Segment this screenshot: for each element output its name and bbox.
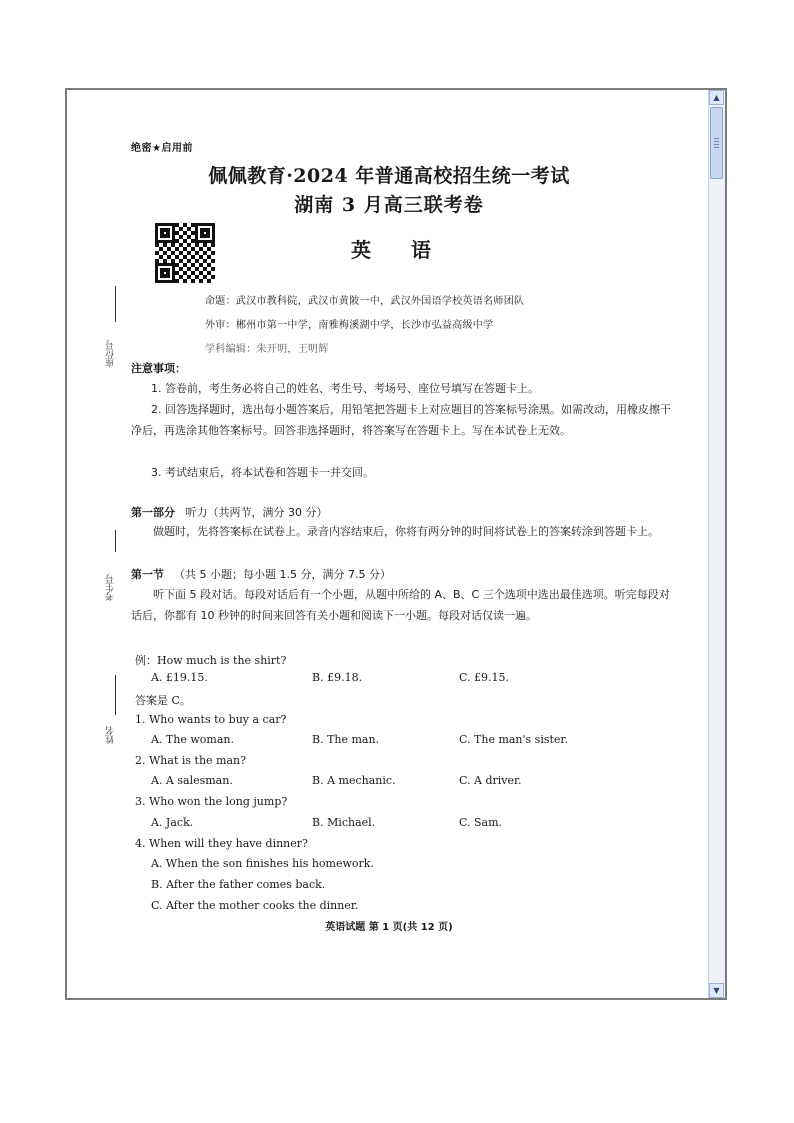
binding-line [115,286,116,322]
part-detail: 听力（共两节，满分 30 分） [185,506,328,519]
document-viewer [65,88,727,1000]
authors-line-3: 学科编辑：朱开明，王明辉 [205,344,329,355]
exam-title: 佩佩教育·2024 年普通高校招生统一考试 [208,165,570,187]
qr-code-icon [155,223,215,283]
scrollbar-thumb[interactable] [710,107,723,179]
subject-title [351,234,471,263]
option-a: A. Jack. [151,816,194,829]
option-a: A. When the son finishes his homework. [151,857,374,870]
option-a: A. £19.15. [151,671,208,684]
part-instruction: 做题时，先将答案标在试卷上。录音内容结束后，你将有两分钟的时间将试卷上的答案转涂到答题卡上。 [153,525,659,538]
confidential-mark: 绝密★启用前 [131,143,193,154]
section-title [131,566,391,582]
option-b: B. The man. [312,733,380,746]
question-2: 2. What is the man? [135,754,246,767]
vertical-scrollbar[interactable] [708,90,725,998]
option-c: C. £9.15. [459,671,510,684]
question-3: 3. Who won the long jump? [135,795,288,808]
page-footer: 英语试题 第 1 页(共 12 页) [325,922,453,933]
part-title [131,504,328,520]
option-a: A. A salesman. [151,774,233,787]
scroll-up-icon[interactable]: ▲ [709,90,724,105]
note-item: 1. 答卷前，考生务必将自己的姓名、考生号、考场号、座位号填写在答题卡上。 [151,382,539,395]
example-answer: 答案是 C。 [135,694,191,707]
name-label: 姓名 [106,726,116,744]
authors-block [205,290,524,362]
section-detail: （共 5 小题；每小题 1.5 分，满分 7.5 分） [174,568,391,581]
exam-number-label: 考生号 [106,574,116,601]
option-a: A. The woman. [151,733,234,746]
exam-subtitle: 湖南 3 月高三联考卷 [294,194,484,216]
seat-number-label: 座位号 [106,340,116,367]
option-b: B. After the father comes back. [151,878,326,891]
option-c: C. The man's sister. [459,733,568,746]
notes-title: 注意事项： [131,362,186,375]
example-question: 例：How much is the shirt? [135,654,287,667]
subject-char-1: 英 [351,238,371,262]
option-c: C. Sam. [459,816,503,829]
authors-line-1: 命题：武汉市教科院，武汉市黄陂一中，武汉外国语学校英语名师团队 [205,296,525,307]
option-c: C. After the mother cooks the dinner. [151,899,359,912]
option-c: C. A driver. [459,774,522,787]
exam-page [67,90,711,998]
option-b: B. A mechanic. [312,774,396,787]
binding-line [115,530,116,552]
option-b: B. £9.18. [312,671,363,684]
section-instruction: 听下面 5 段对话。每段对话后有一个小题，从题中所给的 A、B、C 三个选项中选出最佳选项。听完每段对话后，你都有 10 秒钟的时间来回答有关小题和阅读下一小题。每段对话仅读一遍。 [131,588,670,622]
subject-char-2: 语 [411,238,431,262]
authors-line-2: 外审：郴州市第一中学，南雅梅溪湖中学，长沙市弘益高级中学 [205,320,494,331]
question-4: 4. When will they have dinner? [135,837,308,850]
part-label: 第一部分 [131,506,175,519]
option-b: B. Michael. [312,816,376,829]
question-1: 1. Who wants to buy a car? [135,713,287,726]
section-label: 第一节 [131,568,164,581]
note-item: 3. 考试结束后，将本试卷和答题卡一并交回。 [151,466,374,479]
note-item: 2. 回答选择题时，选出每小题答案后，用铅笔把答题卡上对应题目的答案标号涂黑。如需改动，用橡皮擦干净后，再选涂其他答案标号。回答非选择题时，将答案写在答题卡上。写在本试卷上无效。 [131,403,671,437]
scroll-down-icon[interactable]: ▼ [709,983,724,998]
binding-line [115,675,116,715]
